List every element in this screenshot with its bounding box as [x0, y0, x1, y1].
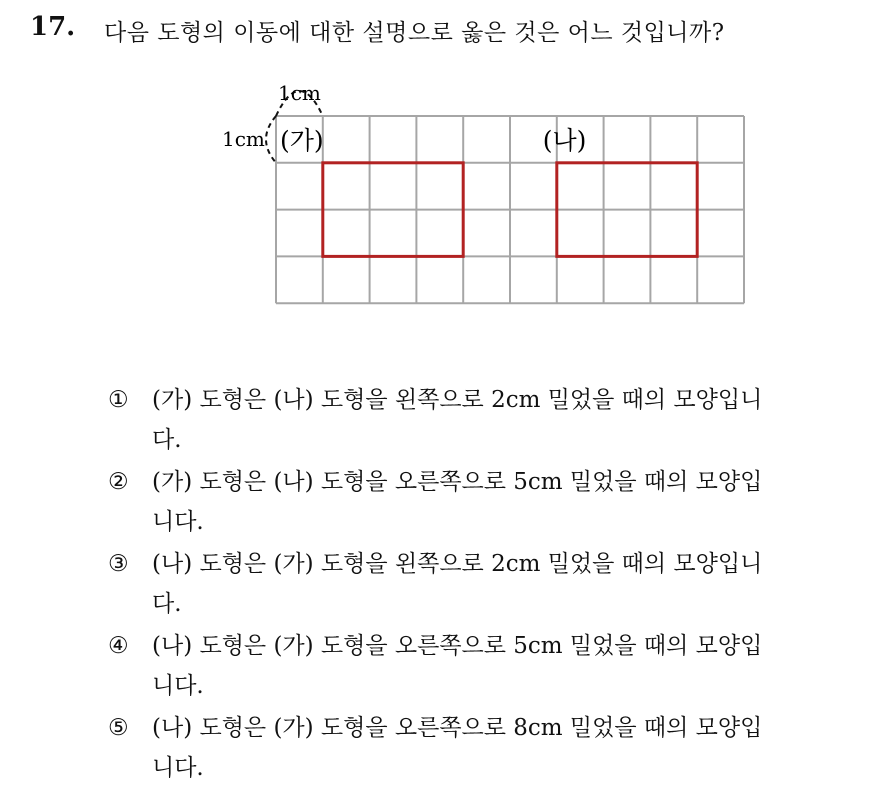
choice-text: (가) 도형은 (나) 도형을 왼쪽으로 2cm 밀었을 때의 모양입니다. — [152, 387, 763, 453]
choice-3[interactable] — [108, 544, 772, 624]
choice-mark: ⑤ — [108, 715, 129, 741]
shape-a-label: (가) — [280, 126, 324, 155]
choice-1[interactable] — [108, 380, 772, 460]
width-dimension-label: 1cm — [278, 81, 321, 105]
choice-text: (나) 도형은 (가) 도형을 왼쪽으로 2cm 밀었을 때의 모양입니다. — [152, 551, 763, 617]
choice-2[interactable] — [108, 462, 772, 542]
grid-lines — [276, 116, 744, 303]
shape-b-label: (나) — [542, 126, 587, 155]
height-dimension-arc — [266, 116, 276, 163]
choice-text: (나) 도형은 (가) 도형을 오른쪽으로 8cm 밀었을 때의 모양입니다. — [152, 715, 763, 781]
question-number: 17. — [30, 12, 76, 42]
choice-5[interactable] — [108, 708, 772, 788]
choice-4[interactable] — [108, 626, 772, 706]
question-text: 다음 도형의 이동에 대한 설명으로 옳은 것은 어느 것입니까? — [104, 20, 725, 46]
choice-mark: ③ — [108, 551, 129, 577]
choice-mark: ① — [108, 387, 129, 413]
choice-mark: ④ — [108, 633, 129, 659]
grid-figure — [200, 70, 760, 310]
answer-choices — [108, 380, 772, 790]
height-dimension-label: 1cm — [222, 127, 265, 151]
choice-text: (나) 도형은 (가) 도형을 오른쪽으로 5cm 밀었을 때의 모양입니다. — [152, 633, 763, 699]
choice-text: (가) 도형은 (나) 도형을 오른쪽으로 5cm 밀었을 때의 모양입니다. — [152, 469, 763, 535]
choice-mark: ② — [108, 469, 129, 495]
